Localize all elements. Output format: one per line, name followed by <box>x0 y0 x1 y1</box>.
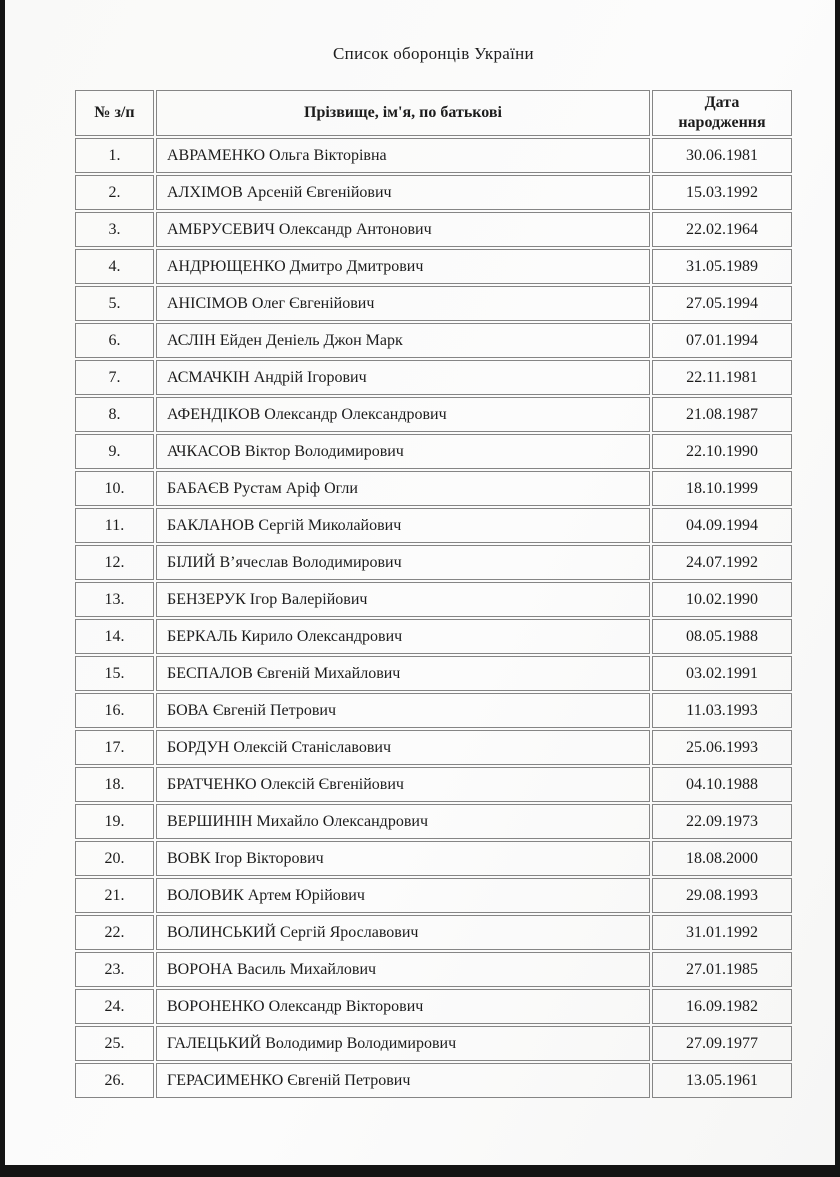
row-number: 6. <box>75 323 154 358</box>
table-row <box>75 545 792 580</box>
person-name: БРАТЧЕНКО Олексій Євгенійович <box>156 767 650 802</box>
person-name: БЕРКАЛЬ Кирило Олександрович <box>156 619 650 654</box>
page-title: Список оборонців України <box>333 44 534 63</box>
birth-date: 13.05.1961 <box>652 1063 792 1098</box>
column-header-name: Прізвище, ім'я, по батькові <box>156 90 650 136</box>
table-row <box>75 619 792 654</box>
birth-date: 18.10.1999 <box>652 471 792 506</box>
birth-date: 18.08.2000 <box>652 841 792 876</box>
birth-date: 27.09.1977 <box>652 1026 792 1061</box>
row-number: 11. <box>75 508 154 543</box>
column-header-dob: Дата народження <box>652 90 792 136</box>
document-page <box>5 0 835 1165</box>
row-number: 15. <box>75 656 154 691</box>
birth-date: 22.09.1973 <box>652 804 792 839</box>
person-name: АЛХІМОВ Арсеній Євгенійович <box>156 175 650 210</box>
person-name: ГАЛЕЦЬКИЙ Володимир Володимирович <box>156 1026 650 1061</box>
birth-date: 31.01.1992 <box>652 915 792 950</box>
row-number: 12. <box>75 545 154 580</box>
birth-date: 27.01.1985 <box>652 952 792 987</box>
birth-date: 11.03.1993 <box>652 693 792 728</box>
row-number: 19. <box>75 804 154 839</box>
person-name: ВОРОНА Василь Михайлович <box>156 952 650 987</box>
row-number: 7. <box>75 360 154 395</box>
person-name: АНІСІМОВ Олег Євгенійович <box>156 286 650 321</box>
row-number: 24. <box>75 989 154 1024</box>
table-row <box>75 138 792 173</box>
row-number: 9. <box>75 434 154 469</box>
table-row <box>75 767 792 802</box>
person-name: АЧКАСОВ Віктор Володимирович <box>156 434 650 469</box>
person-name: ВЕРШИНІН Михайло Олександрович <box>156 804 650 839</box>
defenders-table <box>73 88 794 1100</box>
row-number: 25. <box>75 1026 154 1061</box>
page-content <box>73 0 794 1100</box>
person-name: БЕНЗЕРУК Ігор Валерійович <box>156 582 650 617</box>
row-number: 21. <box>75 878 154 913</box>
table-row <box>75 323 792 358</box>
birth-date: 03.02.1991 <box>652 656 792 691</box>
row-number: 14. <box>75 619 154 654</box>
person-name: АСЛІН Ейден Деніель Джон Марк <box>156 323 650 358</box>
person-name: ГЕРАСИМЕНКО Євгеній Петрович <box>156 1063 650 1098</box>
birth-date: 22.10.1990 <box>652 434 792 469</box>
row-number: 5. <box>75 286 154 321</box>
row-number: 16. <box>75 693 154 728</box>
birth-date: 25.06.1993 <box>652 730 792 765</box>
person-name: ВОРОНЕНКО Олександр Вікторович <box>156 989 650 1024</box>
person-name: ВОЛИНСЬКИЙ Сергій Ярославович <box>156 915 650 950</box>
row-number: 2. <box>75 175 154 210</box>
birth-date: 16.09.1982 <box>652 989 792 1024</box>
birth-date: 22.11.1981 <box>652 360 792 395</box>
birth-date: 04.09.1994 <box>652 508 792 543</box>
table-row <box>75 249 792 284</box>
person-name: ВОВК Ігор Вікторович <box>156 841 650 876</box>
table-row <box>75 471 792 506</box>
table-row <box>75 989 792 1024</box>
row-number: 26. <box>75 1063 154 1098</box>
person-name: АСМАЧКІН Андрій Ігорович <box>156 360 650 395</box>
person-name: ВОЛОВИК Артем Юрійович <box>156 878 650 913</box>
table-row <box>75 397 792 432</box>
row-number: 3. <box>75 212 154 247</box>
row-number: 4. <box>75 249 154 284</box>
table-row <box>75 730 792 765</box>
row-number: 20. <box>75 841 154 876</box>
table-row <box>75 582 792 617</box>
table-row <box>75 841 792 876</box>
birth-date: 30.06.1981 <box>652 138 792 173</box>
table-row <box>75 212 792 247</box>
person-name: БОРДУН Олексій Станіславович <box>156 730 650 765</box>
table-row <box>75 1063 792 1098</box>
row-number: 13. <box>75 582 154 617</box>
table-row <box>75 952 792 987</box>
person-name: БАБАЄВ Рустам Аріф Огли <box>156 471 650 506</box>
table-row <box>75 360 792 395</box>
birth-date: 29.08.1993 <box>652 878 792 913</box>
table-header <box>75 90 792 136</box>
person-name: АНДРЮЩЕНКО Дмитро Дмитрович <box>156 249 650 284</box>
birth-date: 08.05.1988 <box>652 619 792 654</box>
person-name: БАКЛАНОВ Сергій Миколайович <box>156 508 650 543</box>
person-name: АВРАМЕНКО Ольга Вікторівна <box>156 138 650 173</box>
birth-date: 27.05.1994 <box>652 286 792 321</box>
table-row <box>75 286 792 321</box>
table-row <box>75 1026 792 1061</box>
row-number: 23. <box>75 952 154 987</box>
row-number: 18. <box>75 767 154 802</box>
birth-date: 24.07.1992 <box>652 545 792 580</box>
person-name: БОВА Євгеній Петрович <box>156 693 650 728</box>
birth-date: 31.05.1989 <box>652 249 792 284</box>
table-row <box>75 693 792 728</box>
birth-date: 07.01.1994 <box>652 323 792 358</box>
table-row <box>75 175 792 210</box>
row-number: 1. <box>75 138 154 173</box>
table-row <box>75 804 792 839</box>
birth-date: 10.02.1990 <box>652 582 792 617</box>
birth-date: 21.08.1987 <box>652 397 792 432</box>
birth-date: 22.02.1964 <box>652 212 792 247</box>
table-row <box>75 915 792 950</box>
row-number: 8. <box>75 397 154 432</box>
row-number: 10. <box>75 471 154 506</box>
person-name: АМБРУСЕВИЧ Олександр Антонович <box>156 212 650 247</box>
table-row <box>75 878 792 913</box>
table-row <box>75 656 792 691</box>
row-number: 22. <box>75 915 154 950</box>
person-name: БІЛИЙ В’ячеслав Володимирович <box>156 545 650 580</box>
person-name: АФЕНДІКОВ Олександр Олександрович <box>156 397 650 432</box>
table-body <box>75 138 792 1098</box>
person-name: БЕСПАЛОВ Євгеній Михайлович <box>156 656 650 691</box>
birth-date: 15.03.1992 <box>652 175 792 210</box>
birth-date: 04.10.1988 <box>652 767 792 802</box>
table-row <box>75 434 792 469</box>
table-row <box>75 508 792 543</box>
header-row <box>75 90 792 136</box>
row-number: 17. <box>75 730 154 765</box>
column-header-number: № з/п <box>75 90 154 136</box>
